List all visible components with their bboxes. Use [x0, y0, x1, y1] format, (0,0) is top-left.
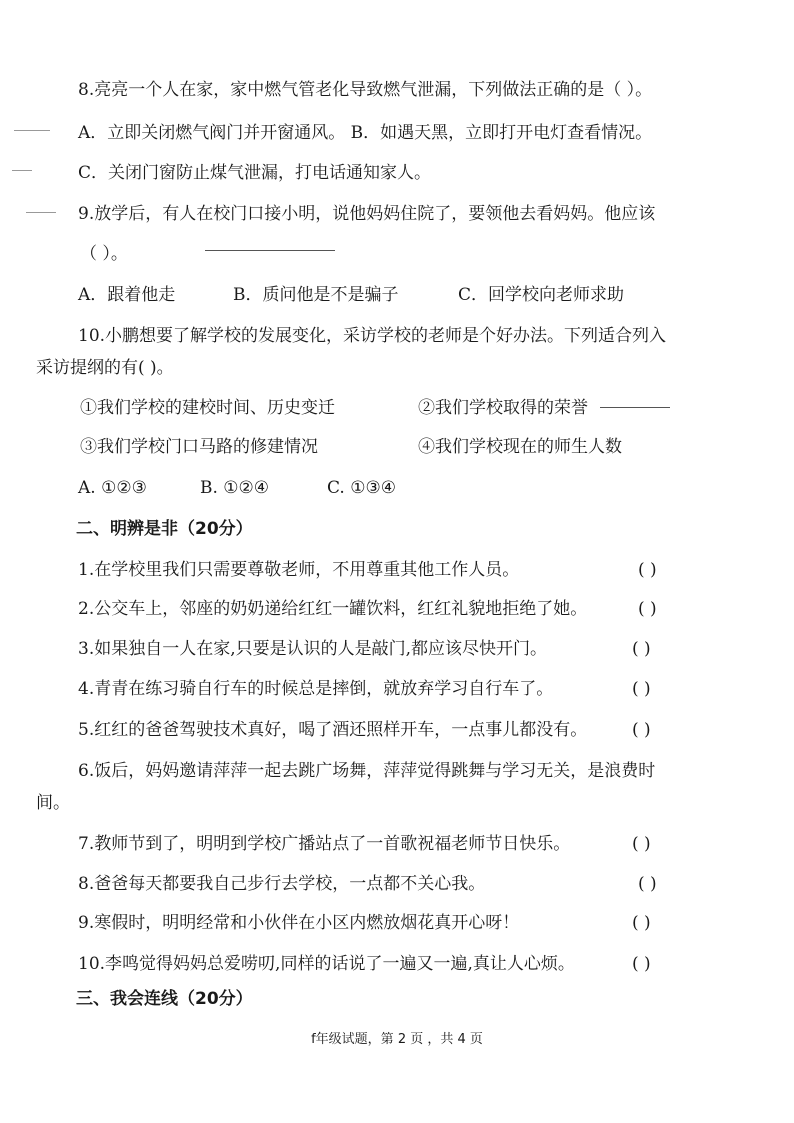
tf-answer-4: ( ) [632, 679, 651, 699]
q9-option-c: C．回学校向老师求助 [458, 285, 625, 305]
section-3-title: 三、我会连线（20分） [76, 989, 253, 1009]
q10-item-2: ②我们学校取得的荣誉 [418, 398, 588, 418]
tf-item-8: 8.爸爸每天都要我自己步行去学校，一点都不关心我。 [78, 874, 486, 894]
tf-item-4: 4.青青在练习骑自行车的时候总是摔倒，就放弃学习自行车了。 [78, 679, 554, 699]
scan-mark [205, 250, 335, 251]
tf-answer-2: ( ) [638, 599, 657, 619]
tf-item-9: 9.寒假时，明明经常和小伙伴在小区内燃放烟花真开心呀！ [78, 913, 520, 933]
page-footer: f年级试题，第 2 页 ，共 4 页 [311, 1032, 483, 1047]
scan-mark [14, 130, 50, 131]
scan-mark [26, 212, 56, 213]
tf-answer-5: ( ) [632, 720, 651, 740]
q10-option-c: C. ①③④ [327, 478, 396, 498]
q8-option-c: C．关闭门窗防止煤气泄漏，打电话通知家人。 [78, 163, 432, 183]
tf-item-6: 6.饭后，妈妈邀请萍萍一起去跳广场舞，萍萍觉得跳舞与学习无关，是浪费时 [78, 761, 656, 781]
q9-stem: 9.放学后，有人在校门口接小明，说他妈妈住院了，要领他去看妈妈。他应该 [78, 204, 656, 224]
q9-option-b: B．质问他是不是骗子 [233, 285, 399, 305]
tf-item-2: 2.公交车上，邻座的奶奶递给红红一罐饮料，红红礼貌地拒绝了她。 [78, 599, 588, 619]
q10-item-3: ③我们学校门口马路的修建情况 [80, 437, 318, 457]
q10-option-b: B. ①②④ [200, 478, 270, 498]
tf-answer-7: ( ) [632, 834, 651, 854]
tf-item-10: 10.李鸣觉得妈妈总爱唠叨,同样的话说了一遍又一遍,真让人心烦。 [78, 954, 575, 974]
section-2-title: 二、明辨是非（20分） [76, 519, 253, 539]
scan-mark [600, 407, 670, 408]
tf-answer-10: ( ) [632, 954, 651, 974]
q9-answer-blank: （ ）。 [80, 244, 128, 264]
tf-answer-1: ( ) [638, 560, 657, 580]
tf-item-1: 1.在学校里我们只需要尊敬老师，不用尊重其他工作人员。 [78, 560, 520, 580]
tf-answer-9: ( ) [632, 913, 651, 933]
q9-option-a: A．跟着他走 [78, 285, 176, 305]
q8-stem: 8.亮亮一个人在家，家中燃气管老化导致燃气泄漏，下列做法正确的是（ ）。 [78, 80, 653, 100]
q10-item-4: ④我们学校现在的师生人数 [418, 437, 622, 457]
tf-item-3: 3.如果独自一人在家,只要是认识的人是敲门,都应该尽快开门。 [78, 639, 548, 659]
scan-mark [12, 170, 32, 171]
tf-item-6-cont: 间。 [36, 793, 70, 813]
q10-answer-blank: 采访提纲的有( )。 [36, 358, 174, 378]
tf-answer-8: ( ) [638, 874, 657, 894]
q10-item-1: ①我们学校的建校时间、历史变迁 [80, 398, 335, 418]
q10-option-a: A. ①②③ [78, 478, 147, 498]
q10-stem: 10.小鹏想要了解学校的发展变化，采访学校的老师是个好办法。下列适合列入 [78, 326, 667, 346]
tf-item-7: 7.教师节到了，明明到学校广播站点了一首歌祝福老师节日快乐。 [78, 834, 571, 854]
tf-item-5: 5.红红的爸爸驾驶技术真好，喝了酒还照样开车，一点事儿都没有。 [78, 720, 588, 740]
tf-answer-3: ( ) [632, 639, 651, 659]
q8-options-ab: A．立即关闭燃气阀门并开窗通风。 B．如遇天黑，立即打开电灯查看情况。 [78, 123, 653, 143]
